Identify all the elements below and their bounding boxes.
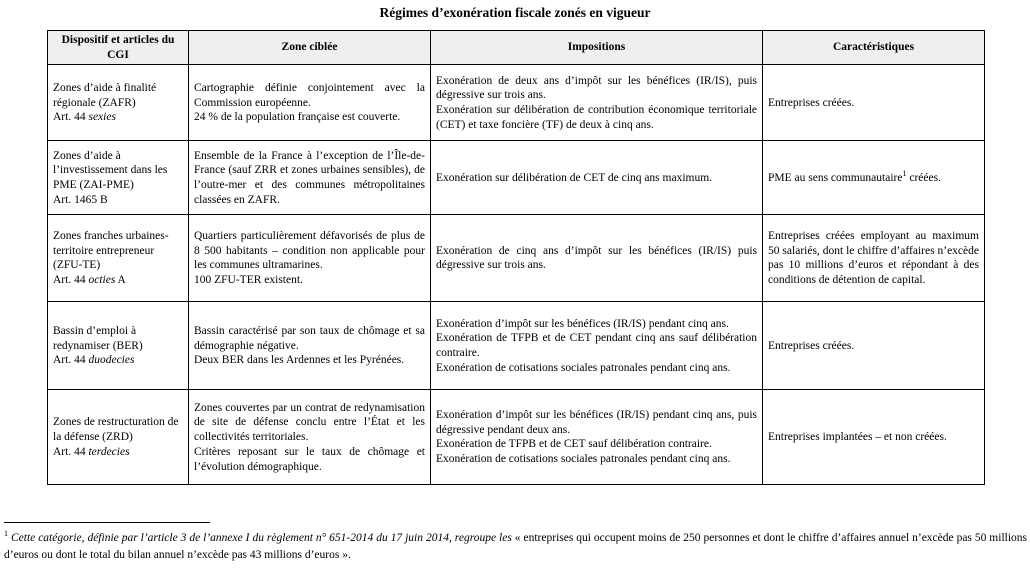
cell-dispositif — [48, 215, 189, 302]
cell-impositions: Exonération de deux ans d’impôt sur les bénéfices (IR/IS), puis dégressive sur trois ans. Exonération sur délibération de contribution économique territoriale (CET) et taxe foncière (TF) de deux à cinq ans. — [431, 65, 763, 141]
article-ref: Art. 44 — [53, 111, 89, 124]
footnote-italic-text: Cette catégorie, définie par l’article 3 de l’annexe I du règlement n° 651-2014 du 17 juin 2014, regroupe les — [10, 532, 515, 544]
cell-impositions: Exonération sur délibération de CET de cinq ans maximum. — [431, 141, 763, 215]
exemption-regimes-table — [47, 30, 985, 485]
cell-dispositif — [48, 65, 189, 141]
dispositif-name: Zones de restructuration de la défense (ZRD) — [53, 416, 179, 444]
table-header-row — [48, 31, 985, 65]
cell-caracteristiques — [763, 141, 985, 215]
article-ref: Art. 44 — [53, 274, 89, 287]
table-row-ber — [48, 302, 985, 390]
cell-caracteristiques: Entreprises implantées – et non créées. — [763, 390, 985, 485]
footnote-text — [4, 530, 1027, 565]
cell-zone: Cartographie définie conjointement avec la Commission européenne. 24 % de la population française est couverte. — [189, 65, 431, 141]
cell-zone: Bassin caractérisé par son taux de chômage et sa démographie négative. Deux BER dans les Ardennes et les Pyrénées. — [189, 302, 431, 390]
cell-dispositif — [48, 390, 189, 485]
table-row-zfu-te — [48, 215, 985, 302]
dispositif-name: Zones d’aide à l’investissement dans les PME (ZAI-PME) — [53, 149, 168, 191]
cell-caracteristiques: Entreprises créées employant au maximum 50 salariés, dont le chiffre d’affaires n’excède pas 10 millions d’euros et répondant à des conditions de détention de capital. — [763, 215, 985, 302]
carac-text: PME au sens communautaire — [768, 171, 903, 184]
cell-impositions: Exonération d’impôt sur les bénéfices (IR/IS) pendant cinq ans. Exonération de TFPB et de CET pendant cinq ans sauf délibération contraire. Exonération de cotisations sociales patronales pendant cinq ans. — [431, 302, 763, 390]
footnote-marker: 1 — [4, 529, 8, 539]
article-latin: duodecies — [88, 354, 135, 367]
cell-dispositif — [48, 302, 189, 390]
footnote-separator — [4, 522, 210, 523]
cell-caracteristiques: Entreprises créées. — [763, 302, 985, 390]
footnote-normal-text: « entreprises qui occupent moins de 250 personnes et dont le chiffre d’affaires annuel n’excède pas 50 millions d’euros ou dont le total du bilan annuel n’excède pas 43 millions d’euros ». — [4, 532, 1028, 562]
dispositif-name: Zones franches urbaines-territoire entrepreneur (ZFU-TE) — [53, 230, 169, 272]
article-ref: Art. 44 — [53, 445, 89, 458]
article-latin: sexies — [88, 111, 116, 124]
dispositif-name: Bassin d’emploi à redynamiser (BER) — [53, 324, 143, 352]
table-row-zafr — [48, 65, 985, 141]
dispositif-name: Zones d’aide à finalité régionale (ZAFR) — [53, 81, 157, 109]
article-latin: octies — [88, 274, 116, 287]
cell-zone: Zones couvertes par un contrat de redynamisation de site de défense conclu entre l’État et les collectivités territoriales. Critères reposant sur le taux de chômage et l’évolution démographique. — [189, 390, 431, 485]
footnote-marker-ref: 1 — [902, 168, 907, 178]
article-suffix: A — [115, 274, 126, 287]
table-row-zai-pme — [48, 141, 985, 215]
col-header-caracteristiques: Caractéristiques — [763, 31, 985, 65]
cell-impositions: Exonération d’impôt sur les bénéfices (IR/IS) pendant cinq ans, puis dégressive pendant deux ans. Exonération de TFPB et de CET sauf délibération contraire. Exonération de cotisations sociales patronales pendant cinq ans. — [431, 390, 763, 485]
article-latin: terdecies — [88, 445, 130, 458]
table-row-zrd — [48, 390, 985, 485]
cell-dispositif — [48, 141, 189, 215]
cell-caracteristiques: Entreprises créées. — [763, 65, 985, 141]
col-header-zone: Zone ciblée — [189, 31, 431, 65]
carac-suffix: créées. — [906, 171, 941, 184]
col-header-impositions: Impositions — [431, 31, 763, 65]
footnote — [4, 522, 1027, 565]
article-ref: Art. 44 — [53, 354, 89, 367]
article-ref: Art. 1465 B — [53, 193, 108, 206]
col-header-dispositif: Dispositif et articles du CGI — [48, 31, 189, 65]
cell-zone: Quartiers particulièrement défavorisés de plus de 8 500 habitants – condition non applicable pour les communes ultramarines. 100 ZFU-TER existent. — [189, 215, 431, 302]
page-title: Régimes d’exonération fiscale zonés en vigueur — [379, 5, 651, 20]
cell-impositions: Exonération de cinq ans d’impôt sur les bénéfices (IR/IS) puis dégressive sur trois ans. — [431, 215, 763, 302]
cell-zone: Ensemble de la France à l’exception de l’Île-de-France (sauf ZRR et zones urbaines sensibles), de l’outre-mer et des communes métropolitaines classées en ZAFR. — [189, 141, 431, 215]
